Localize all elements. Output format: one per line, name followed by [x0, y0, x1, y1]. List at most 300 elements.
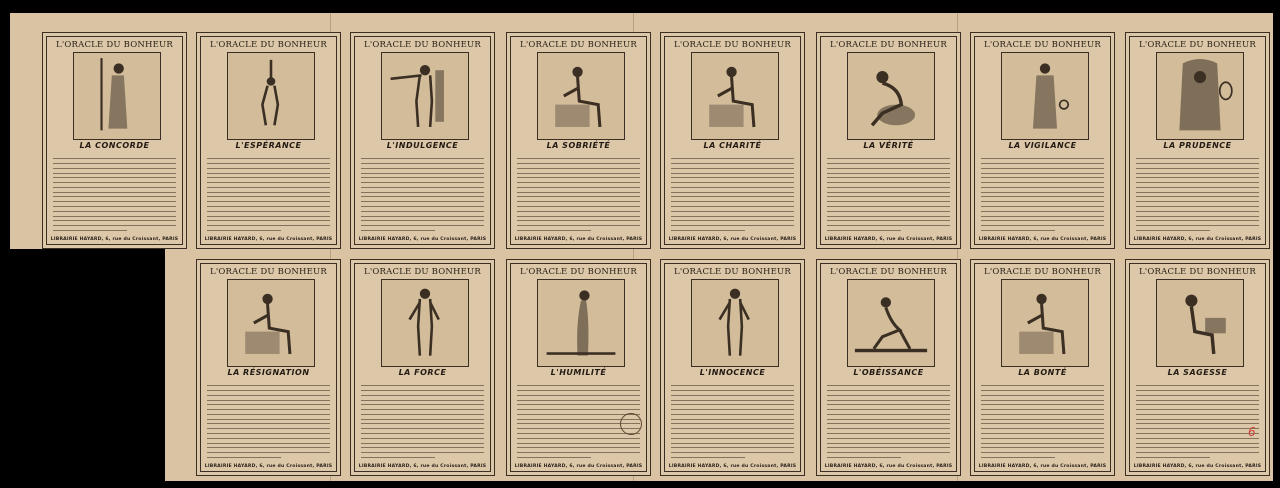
text-line	[207, 212, 330, 216]
card-title: LA RÉSIGNATION	[227, 368, 310, 377]
card-body-text	[981, 382, 1104, 458]
card-header: L'ORACLE DU BONHEUR	[829, 267, 947, 277]
text-line	[207, 435, 330, 439]
text-line	[827, 411, 950, 415]
card-footer: LIBRAIRIE HAYARD, 6, rue du Croissant, PARIS	[1133, 464, 1262, 469]
oracle-card	[196, 32, 341, 249]
text-line	[207, 179, 330, 183]
text-line	[1136, 387, 1259, 391]
text-line	[827, 184, 950, 188]
text-line	[361, 415, 484, 419]
card-footer: LIBRAIRIE HAYARD, 6, rue du Croissant, PARIS	[824, 237, 953, 242]
text-line	[361, 430, 484, 434]
kneeling-figure-icon	[847, 279, 935, 367]
text-line	[671, 382, 794, 386]
text-line	[1136, 155, 1259, 159]
text-line	[981, 430, 1104, 434]
text-line	[671, 420, 794, 424]
text-line	[671, 444, 794, 448]
text-line	[517, 160, 640, 164]
text-line	[827, 169, 950, 173]
text-line	[207, 155, 330, 159]
oracle-card	[350, 32, 495, 249]
text-line	[517, 198, 640, 202]
text-line	[517, 222, 640, 226]
text-line	[827, 387, 950, 391]
card-frame	[510, 263, 647, 472]
text-line	[671, 160, 794, 164]
card-frame	[820, 263, 957, 472]
crouching-figure-icon	[847, 52, 935, 140]
text-line	[1136, 227, 1210, 231]
text-line	[1136, 444, 1259, 448]
text-line	[1136, 406, 1259, 410]
text-line	[207, 396, 330, 400]
text-line	[671, 179, 794, 183]
text-line	[1136, 203, 1259, 207]
text-line	[361, 420, 484, 424]
card-body-text	[53, 155, 176, 231]
card-body-text	[361, 155, 484, 231]
text-line	[827, 203, 950, 207]
oracle-card	[1125, 32, 1270, 249]
text-line	[671, 222, 794, 226]
text-line	[207, 415, 330, 419]
text-line	[207, 208, 330, 212]
text-line	[517, 184, 640, 188]
card-title: L'OBÉISSANCE	[853, 368, 924, 377]
card-frame	[354, 263, 491, 472]
text-line	[671, 165, 794, 169]
text-line	[207, 444, 330, 448]
text-line	[981, 212, 1104, 216]
text-line	[827, 406, 950, 410]
seated-figure-icon	[1001, 279, 1089, 367]
text-line	[827, 160, 950, 164]
text-line	[981, 420, 1104, 424]
card-frame	[200, 36, 337, 245]
text-line	[671, 392, 794, 396]
oracle-card	[350, 259, 495, 476]
text-line	[827, 212, 950, 216]
card-header: L'ORACLE DU BONHEUR	[519, 40, 637, 50]
text-line	[1136, 198, 1259, 202]
text-line	[671, 188, 794, 192]
text-line	[671, 203, 794, 207]
text-line	[1136, 179, 1259, 183]
text-line	[981, 222, 1104, 226]
text-line	[361, 222, 484, 226]
oracle-card	[42, 32, 187, 249]
text-line	[517, 169, 640, 173]
text-line	[517, 188, 640, 192]
figure-with-staff-icon	[73, 52, 161, 140]
card-header: L'ORACLE DU BONHEUR	[983, 40, 1101, 50]
text-line	[207, 449, 330, 453]
seated-figure-icon	[691, 52, 779, 140]
text-line	[671, 208, 794, 212]
text-line	[827, 449, 950, 453]
text-line	[1136, 449, 1259, 453]
text-line	[53, 165, 176, 169]
text-line	[361, 439, 484, 443]
text-line	[827, 217, 950, 221]
text-line	[671, 212, 794, 216]
text-line	[207, 411, 330, 415]
text-line	[207, 439, 330, 443]
text-line	[671, 454, 745, 458]
text-line	[53, 179, 176, 183]
text-line	[361, 396, 484, 400]
card-frame	[820, 36, 957, 245]
card-title: LA VÉRITÉ	[863, 141, 914, 150]
library-stamp	[620, 413, 642, 435]
text-line	[207, 174, 330, 178]
text-line	[207, 420, 330, 424]
card-footer: LIBRAIRIE HAYARD, 6, rue du Croissant, PARIS	[514, 237, 643, 242]
text-line	[517, 227, 591, 231]
veiled-figure-mirror-icon	[1156, 52, 1244, 140]
text-line	[981, 411, 1104, 415]
text-line	[207, 387, 330, 391]
text-line	[517, 382, 640, 386]
text-line	[517, 174, 640, 178]
pencil-annotation: 6	[1248, 425, 1256, 439]
card-header: L'ORACLE DU BONHEUR	[983, 267, 1101, 277]
text-line	[981, 435, 1104, 439]
card-body-text	[671, 382, 794, 458]
text-line	[1136, 430, 1259, 434]
card-frame	[200, 263, 337, 472]
text-line	[361, 382, 484, 386]
text-line	[207, 222, 330, 226]
text-line	[981, 165, 1104, 169]
card-body-text	[827, 155, 950, 231]
oracle-card	[506, 259, 651, 476]
card-title: L'INNOCENCE	[699, 368, 766, 377]
text-line	[53, 188, 176, 192]
card-header: L'ORACLE DU BONHEUR	[363, 267, 481, 277]
text-line	[827, 222, 950, 226]
text-line	[361, 188, 484, 192]
text-line	[207, 160, 330, 164]
text-line	[981, 444, 1104, 448]
text-line	[53, 193, 176, 197]
oracle-card	[1125, 259, 1270, 476]
text-line	[207, 401, 330, 405]
card-title: L'INDULGENCE	[386, 141, 459, 150]
text-line	[517, 208, 640, 212]
oracle-card	[816, 259, 961, 476]
figure-pointing-icon	[381, 52, 469, 140]
card-footer: LIBRAIRIE HAYARD, 6, rue du Croissant, PARIS	[204, 464, 333, 469]
card-footer: LIBRAIRIE HAYARD, 6, rue du Croissant, PARIS	[50, 237, 179, 242]
text-line	[1136, 401, 1259, 405]
text-line	[207, 406, 330, 410]
robed-figure-icon	[1001, 52, 1089, 140]
text-line	[1136, 454, 1210, 458]
card-body-text	[207, 382, 330, 458]
text-line	[981, 203, 1104, 207]
text-line	[827, 382, 950, 386]
text-line	[981, 227, 1055, 231]
text-line	[827, 174, 950, 178]
card-header: L'ORACLE DU BONHEUR	[519, 267, 637, 277]
text-line	[981, 396, 1104, 400]
text-line	[827, 420, 950, 424]
text-line	[1136, 420, 1259, 424]
text-line	[207, 217, 330, 221]
card-frame	[46, 36, 183, 245]
card-title: LA CHARITÉ	[703, 141, 762, 150]
text-line	[53, 160, 176, 164]
card-footer: LIBRAIRIE HAYARD, 6, rue du Croissant, PARIS	[824, 464, 953, 469]
text-line	[827, 454, 901, 458]
text-line	[671, 439, 794, 443]
text-line	[361, 387, 484, 391]
text-line	[827, 401, 950, 405]
text-line	[827, 208, 950, 212]
text-line	[361, 411, 484, 415]
card-footer: LIBRAIRIE HAYARD, 6, rue du Croissant, PARIS	[668, 237, 797, 242]
text-line	[981, 179, 1104, 183]
text-line	[827, 444, 950, 448]
card-title: LA FORCE	[398, 368, 447, 377]
text-line	[671, 198, 794, 202]
card-header: L'ORACLE DU BONHEUR	[673, 40, 791, 50]
card-footer: LIBRAIRIE HAYARD, 6, rue du Croissant, PARIS	[668, 464, 797, 469]
standing-figure-icon	[381, 279, 469, 367]
text-line	[827, 415, 950, 419]
text-line	[671, 411, 794, 415]
text-line	[53, 169, 176, 173]
card-body-text	[207, 155, 330, 231]
text-line	[981, 169, 1104, 173]
text-line	[671, 430, 794, 434]
standing-figure-icon	[691, 279, 779, 367]
text-line	[517, 193, 640, 197]
text-line	[671, 401, 794, 405]
card-header: L'ORACLE DU BONHEUR	[363, 40, 481, 50]
card-footer: LIBRAIRIE HAYARD, 6, rue du Croissant, PARIS	[978, 464, 1107, 469]
text-line	[827, 435, 950, 439]
text-line	[361, 392, 484, 396]
card-header: L'ORACLE DU BONHEUR	[209, 267, 327, 277]
card-header: L'ORACLE DU BONHEUR	[209, 40, 327, 50]
text-line	[361, 160, 484, 164]
text-line	[981, 425, 1104, 429]
text-line	[207, 430, 330, 434]
text-line	[1136, 222, 1259, 226]
card-body-text	[361, 382, 484, 458]
text-line	[361, 155, 484, 159]
text-line	[361, 174, 484, 178]
text-line	[671, 227, 745, 231]
text-line	[361, 227, 435, 231]
text-line	[517, 449, 640, 453]
text-line	[517, 155, 640, 159]
text-line	[981, 401, 1104, 405]
text-line	[671, 406, 794, 410]
text-line	[1136, 435, 1259, 439]
text-line	[981, 387, 1104, 391]
text-line	[671, 425, 794, 429]
card-body-text	[981, 155, 1104, 231]
text-line	[517, 179, 640, 183]
text-line	[1136, 188, 1259, 192]
card-title: L'ESPÉRANCE	[235, 141, 302, 150]
text-line	[1136, 169, 1259, 173]
text-line	[207, 392, 330, 396]
text-line	[517, 203, 640, 207]
text-line	[981, 155, 1104, 159]
card-title: LA SAGESSE	[1167, 368, 1228, 377]
card-frame	[974, 36, 1111, 245]
text-line	[207, 227, 281, 231]
text-line	[827, 227, 901, 231]
card-title: LA VIGILANCE	[1008, 141, 1077, 150]
text-line	[517, 439, 640, 443]
card-footer: LIBRAIRIE HAYARD, 6, rue du Croissant, PARIS	[204, 237, 333, 242]
text-line	[981, 382, 1104, 386]
text-line	[1136, 396, 1259, 400]
text-line	[517, 444, 640, 448]
text-line	[1136, 415, 1259, 419]
card-frame	[1129, 263, 1266, 472]
text-line	[827, 430, 950, 434]
text-line	[1136, 208, 1259, 212]
text-line	[827, 396, 950, 400]
oracle-card	[970, 32, 1115, 249]
card-title: L'HUMILITÉ	[550, 368, 607, 377]
text-line	[981, 217, 1104, 221]
oracle-card	[506, 32, 651, 249]
text-line	[981, 198, 1104, 202]
text-line	[361, 198, 484, 202]
card-title: LA SOBRIÉTÉ	[546, 141, 611, 150]
text-line	[517, 165, 640, 169]
text-line	[207, 165, 330, 169]
card-body-text	[517, 155, 640, 231]
text-line	[517, 387, 640, 391]
text-line	[361, 444, 484, 448]
text-line	[53, 222, 176, 226]
card-body-text	[1136, 382, 1259, 458]
text-line	[827, 425, 950, 429]
text-line	[207, 188, 330, 192]
text-line	[361, 208, 484, 212]
text-line	[671, 415, 794, 419]
text-line	[1136, 392, 1259, 396]
oracle-card	[970, 259, 1115, 476]
card-header: L'ORACLE DU BONHEUR	[829, 40, 947, 50]
text-line	[53, 198, 176, 202]
text-line	[981, 392, 1104, 396]
oracle-card	[660, 32, 805, 249]
text-line	[207, 425, 330, 429]
text-line	[361, 184, 484, 188]
text-line	[1136, 165, 1259, 169]
text-line	[361, 193, 484, 197]
text-line	[1136, 174, 1259, 178]
text-line	[981, 184, 1104, 188]
text-line	[671, 396, 794, 400]
seated-figure-icon	[537, 52, 625, 140]
text-line	[361, 165, 484, 169]
text-line	[517, 406, 640, 410]
text-line	[517, 411, 640, 415]
text-line	[207, 382, 330, 386]
card-title: LA PRUDENCE	[1163, 141, 1232, 150]
text-line	[207, 184, 330, 188]
card-body-text	[827, 382, 950, 458]
card-body-text	[671, 155, 794, 231]
text-line	[361, 203, 484, 207]
text-line	[207, 193, 330, 197]
card-footer: LIBRAIRIE HAYARD, 6, rue du Croissant, PARIS	[978, 237, 1107, 242]
text-line	[981, 415, 1104, 419]
card-frame	[974, 263, 1111, 472]
text-line	[361, 169, 484, 173]
text-line	[671, 217, 794, 221]
text-line	[827, 165, 950, 169]
text-line	[517, 396, 640, 400]
text-line	[827, 193, 950, 197]
card-frame	[354, 36, 491, 245]
text-line	[361, 449, 484, 453]
text-line	[981, 188, 1104, 192]
text-line	[53, 203, 176, 207]
text-line	[53, 184, 176, 188]
text-line	[517, 392, 640, 396]
card-footer: LIBRAIRIE HAYARD, 6, rue du Croissant, PARIS	[358, 237, 487, 242]
text-line	[981, 160, 1104, 164]
text-line	[827, 392, 950, 396]
text-line	[361, 435, 484, 439]
text-line	[827, 198, 950, 202]
card-header: L'ORACLE DU BONHEUR	[1138, 267, 1256, 277]
card-header: L'ORACLE DU BONHEUR	[55, 40, 173, 50]
text-line	[827, 188, 950, 192]
text-line	[1136, 425, 1259, 429]
text-line	[517, 454, 591, 458]
seated-figure-icon	[227, 279, 315, 367]
text-line	[361, 212, 484, 216]
card-frame	[664, 263, 801, 472]
oracle-card	[196, 259, 341, 476]
text-line	[981, 439, 1104, 443]
text-line	[1136, 160, 1259, 164]
text-line	[207, 203, 330, 207]
bowed-figure-icon	[537, 279, 625, 367]
card-title: LA BONTÉ	[1018, 368, 1067, 377]
text-line	[361, 179, 484, 183]
text-line	[827, 179, 950, 183]
text-line	[207, 169, 330, 173]
card-footer: LIBRAIRIE HAYARD, 6, rue du Croissant, PARIS	[358, 464, 487, 469]
card-body-text	[1136, 155, 1259, 231]
text-line	[671, 387, 794, 391]
card-title: LA CONCORDE	[79, 141, 150, 150]
text-line	[53, 227, 127, 231]
text-line	[1136, 411, 1259, 415]
text-line	[671, 174, 794, 178]
text-line	[53, 174, 176, 178]
text-line	[827, 439, 950, 443]
text-line	[671, 193, 794, 197]
text-line	[671, 449, 794, 453]
text-line	[981, 193, 1104, 197]
